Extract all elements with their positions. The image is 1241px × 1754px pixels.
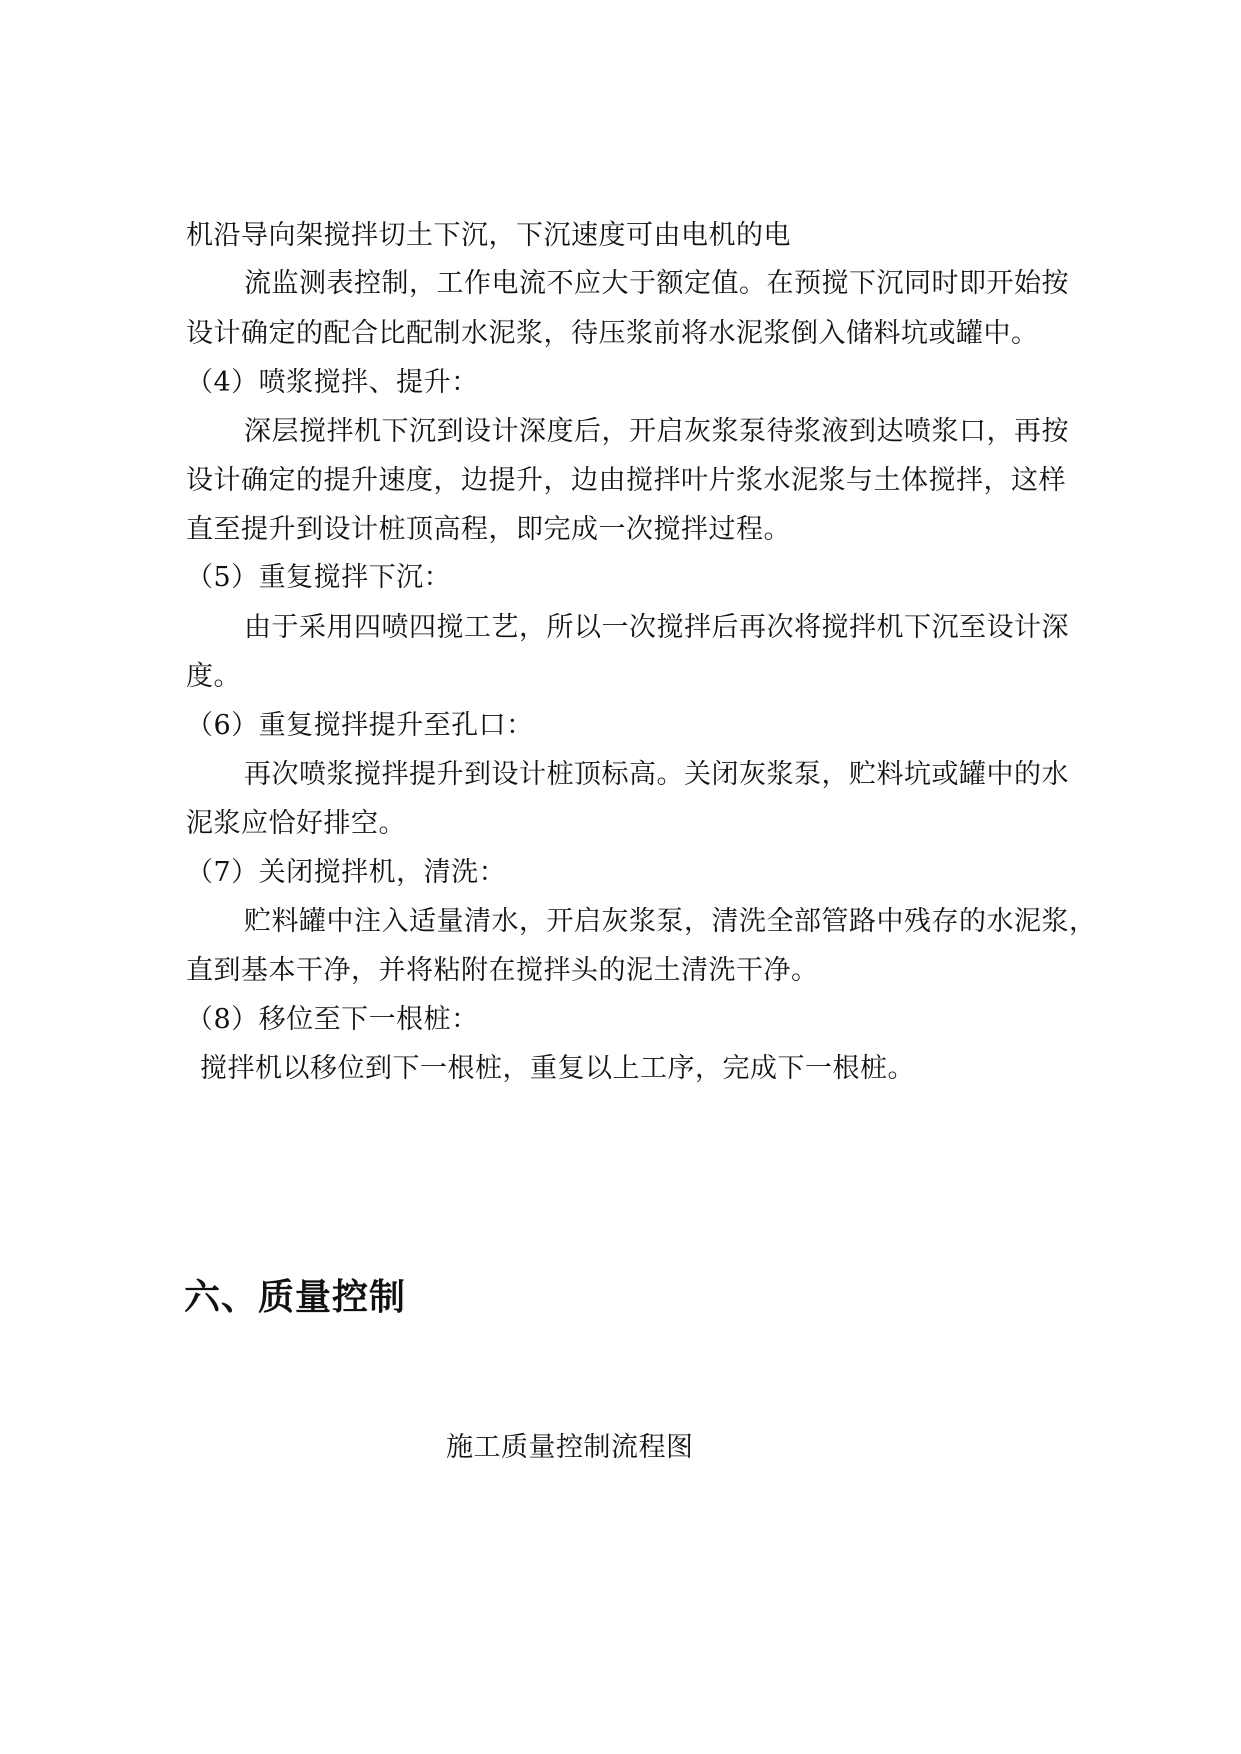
body-line-5: 深层搅拌机下沉到设计深度后，开启灰浆泵待浆液到达喷浆口，再按 bbox=[244, 416, 1069, 447]
body-line-18: 搅拌机以移位到下一根桩，重复以上工序，完成下一根桩。 bbox=[200, 1053, 915, 1084]
step-heading-6: （6）重复搅拌提升至孔口： bbox=[186, 710, 534, 741]
body-line-10: 度。 bbox=[186, 661, 241, 692]
section-heading: 六、质量控制 bbox=[184, 1277, 407, 1318]
body-line-1: 机沿导向架搅拌切土下沉，下沉速度可由电机的电 bbox=[186, 220, 791, 251]
step-heading-8: （8）移位至下一根桩： bbox=[186, 1004, 479, 1035]
body-line-12: 再次喷浆搅拌提升到设计桩顶标高。关闭灰浆泵，贮料坑或罐中的水 bbox=[244, 759, 1069, 790]
body-line-6: 设计确定的提升速度，边提升，边由搅拌叶片浆水泥浆与土体搅拌，这样 bbox=[186, 465, 1066, 496]
step-heading-5: （5）重复搅拌下沉： bbox=[186, 562, 452, 593]
body-line-2: 流监测表控制，工作电流不应大于额定值。在预搅下沉同时即开始按 bbox=[244, 268, 1069, 299]
body-line-9: 由于采用四喷四搅工艺，所以一次搅拌后再次将搅拌机下沉至设计深 bbox=[244, 612, 1069, 643]
body-line-3: 设计确定的配合比配制水泥浆，待压浆前将水泥浆倒入储料坑或罐中。 bbox=[186, 318, 1039, 349]
body-line-7: 直至提升到设计桩顶高程，即完成一次搅拌过程。 bbox=[186, 514, 791, 545]
body-line-15: 贮料罐中注入适量清水，开启灰浆泵，清洗全部管路中残存的水泥浆， bbox=[244, 906, 1097, 937]
figure-caption: 施工质量控制流程图 bbox=[446, 1432, 694, 1463]
body-line-13: 泥浆应恰好排空。 bbox=[186, 808, 406, 839]
step-heading-7: （7）关闭搅拌机，清洗： bbox=[186, 857, 507, 888]
step-heading-4: （4）喷浆搅拌、提升： bbox=[186, 367, 479, 398]
body-line-16: 直到基本干净，并将粘附在搅拌头的泥土清洗干净。 bbox=[186, 955, 819, 986]
